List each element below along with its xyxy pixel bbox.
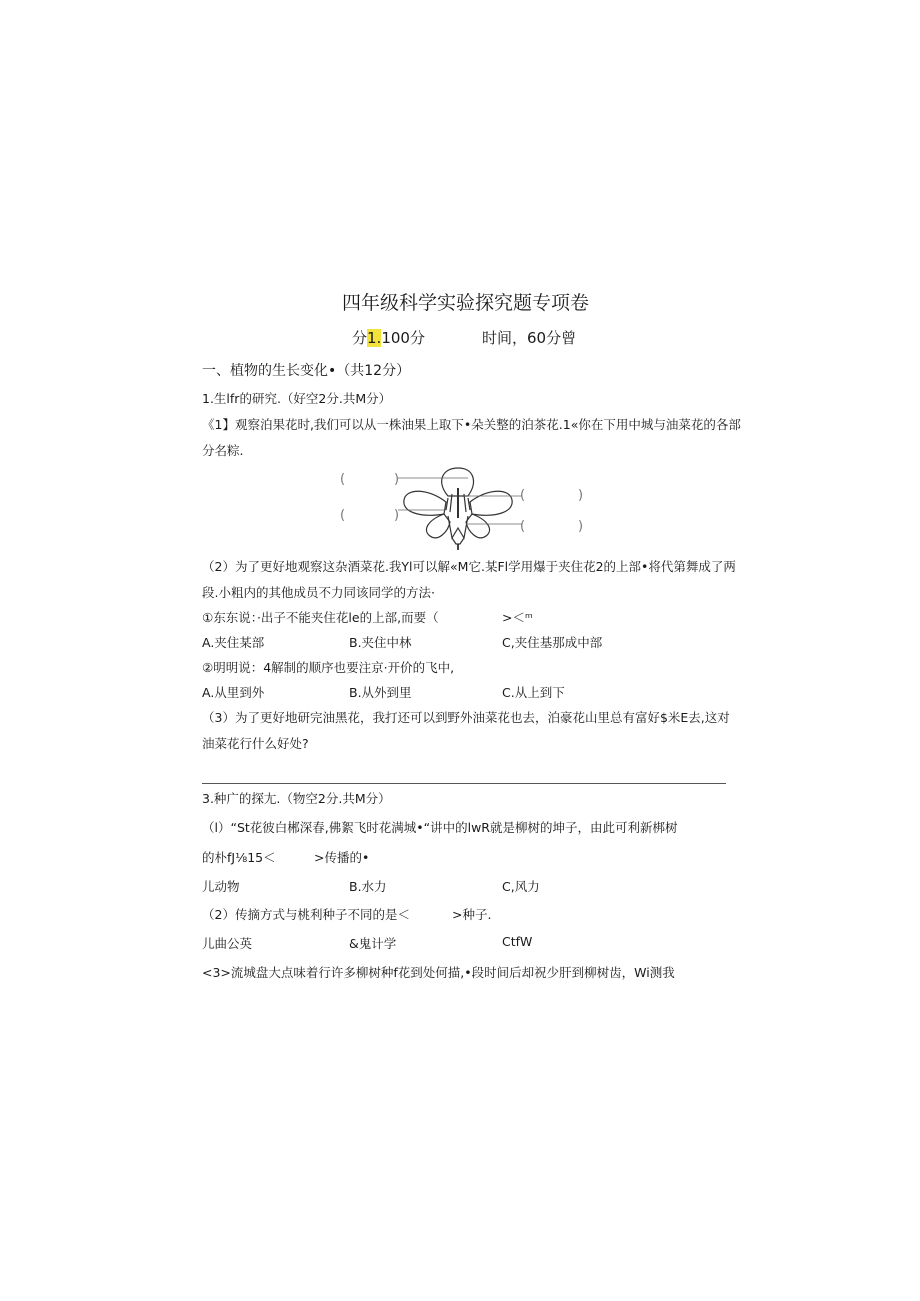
option-c: C.从上到下: [502, 685, 565, 700]
option-b: B.夹住中林: [349, 635, 412, 650]
option-a: 儿动物: [202, 879, 240, 894]
question-3-3-text: <3>流城盘大点味着行许多柳树种f花到处何描,•段时间后却祝少肝到柳树齿，Wi测我: [202, 965, 675, 980]
question-3-1-text-end: >传播的•: [314, 850, 370, 865]
blank-bracket-close: ): [578, 488, 584, 503]
option-b: B.从外到里: [349, 685, 412, 700]
question-1-3-text-cont: 油菜花行什么好处?: [202, 736, 309, 751]
blank-bracket-open: (: [340, 508, 346, 523]
question-3-2-stem: （2）传摘方式与桃利种子不同的是＜: [202, 907, 410, 922]
answer-blank: >＜ᵐ: [502, 610, 533, 625]
answer-brackets: [340, 472, 583, 534]
score-highlight: 1.: [367, 329, 382, 347]
label-lines: [398, 478, 522, 524]
question-1-2-text-cont: 段.小粗内的其他成员不力同该同学的方法·: [202, 585, 435, 600]
question-1-1-text: 《1】观察泊果花时,我们可以从一株油果上取下•朵关整的泊茶花.1«你在下用中城与油菜花的各部: [202, 417, 741, 432]
rapeseed-flower-diagram: [336, 458, 588, 550]
time-info: 时间，60分曾: [482, 329, 577, 347]
question-3-2-stem-end: >种子.: [452, 907, 492, 922]
question-1-2-a-stem: ①东东说：·出子不能夹住花le的上部,而要（: [202, 610, 439, 625]
option-c: CtfW: [502, 934, 533, 949]
option-c: C,风力: [502, 879, 540, 894]
question-3-title: 3.种广的探尢.（物空2分.共M分）: [202, 791, 391, 806]
section-heading: 一、植物的生长变化•（共12分）: [202, 363, 411, 379]
page-title: 四年级科学实验探究题专项卷: [342, 292, 590, 314]
option-c: C,夹住基那成中部: [502, 635, 603, 650]
option-a: A.夹住某部: [202, 635, 265, 650]
score-prefix: 分: [352, 329, 368, 347]
question-3-1-text: （l）“St花彼白郴深春,佛絮飞时花满城•“讲中的lwR就是柳树的坤子，由此可利新梆树: [202, 820, 678, 835]
option-a: A.从里到外: [202, 685, 265, 700]
blank-bracket-close: ): [578, 519, 584, 534]
blank-bracket-open: (: [520, 519, 526, 534]
question-1-2-b-stem: ②明明说：4解制的顺序也要注京·开价的飞中,: [202, 660, 455, 675]
blank-bracket-open: (: [340, 472, 346, 487]
question-1-2-text: （2）为了更好地观察这杂酒菜花.我Yl可以解«M它.某Fl学用爆于夹住花2的上部•将代第舞成了两: [202, 559, 736, 574]
question-1-title: 1.生lfr的研究.（好空2分.共M分）: [202, 391, 392, 406]
question-1-3-text: （3）为了更好地研完油黑花，我打还可以到野外油菜花也去，泊豪花山里总有富好$米E去,这对: [202, 710, 730, 725]
flower-drawing: [404, 468, 512, 550]
score-value: 100分: [381, 329, 425, 347]
option-b: &鬼计学: [349, 936, 397, 951]
blank-bracket-open: (: [520, 488, 526, 503]
blank-bracket-close: ): [394, 508, 400, 523]
question-1-1-text-cont: 分名粽.: [202, 443, 244, 458]
section-divider: [202, 783, 726, 784]
score-info: [352, 327, 425, 348]
blank-bracket-close: ): [394, 472, 400, 487]
option-a: 儿曲公英: [202, 936, 253, 951]
question-3-1-text-cont: 的朴fJ⅛15＜: [202, 850, 276, 865]
option-b: B.水力: [349, 879, 387, 894]
